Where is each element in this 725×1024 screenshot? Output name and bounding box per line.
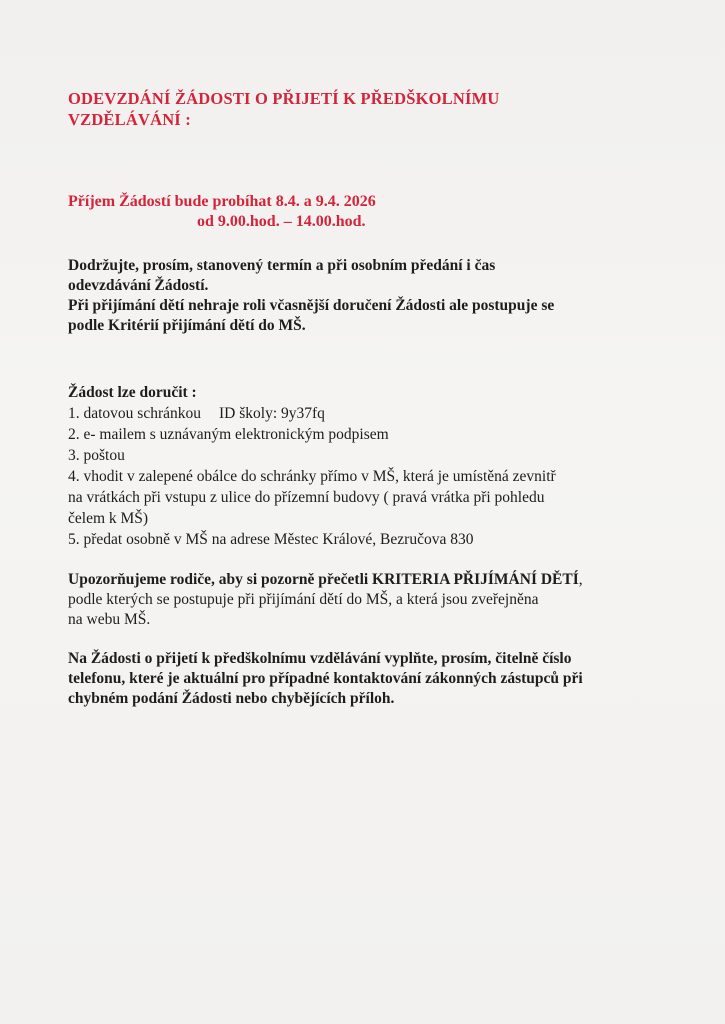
notice-line-4: podle Kritérií přijímání dětí do MŠ. (68, 317, 306, 334)
notice-line-2: odevzdávání Žádostí. (68, 277, 209, 294)
schedule-dates: Příjem Žádostí bude probíhat 8.4. a 9.4. 2026 (68, 193, 376, 210)
criteria-line-1-bold: Upozorňujeme rodiče, aby si pozorně přečetli KRITERIA PŘIJÍMÁNÍ DĚTÍ (68, 571, 579, 588)
delivery-section (68, 382, 668, 550)
document-title (68, 88, 588, 130)
school-id: ID školy: 9y37fq (219, 405, 325, 422)
delivery-item-3: 3. poštou (68, 447, 125, 464)
phone-line-1: Na Žádosti o přijetí k předškolnímu vzdělávání vyplňte, prosím, čitelně číslo (68, 650, 572, 667)
delivery-item-1 (68, 403, 668, 424)
delivery-item-2: 2. e- mailem s uznávaným elektronickým podpisem (68, 426, 389, 443)
notice-line-1: Dodržujte, prosím, stanovený termín a při osobním předání i čas (68, 257, 496, 274)
delivery-item-4-line-2: na vrátkách při vstupu z ulice do přízemní budovy ( pravá vrátka při pohledu (68, 489, 545, 506)
phone-line-3: chybném podání Žádosti nebo chybějících příloh. (68, 690, 395, 707)
notice-paragraph (68, 256, 678, 336)
delivery-item-4-line-1: 4. vhodit v zalepené obálce do schránky přímo v MŠ, která je umístěná zevnitř (68, 468, 556, 485)
phone-line-2: telefonu, které je aktuální pro případné kontaktování zákonných zástupců při (68, 670, 583, 687)
delivery-item-4-line-3: čelem k MŠ) (68, 510, 149, 527)
title-line-2: VZDĚLÁVÁNÍ : (68, 110, 191, 129)
delivery-item-5: 5. předat osobně v MŠ na adrese Městec Králové, Bezručova 830 (68, 531, 474, 548)
criteria-paragraph (68, 570, 678, 630)
notice-line-3: Při přijímání dětí nehraje roli včasnější doručení Žádosti ale postupuje se (68, 297, 555, 314)
criteria-line-1-end: , (578, 571, 583, 588)
phone-paragraph (68, 649, 678, 709)
criteria-line-1 (68, 570, 678, 590)
delivery-item-1-text: 1. datovou schránkou (68, 405, 202, 422)
title-line-1: ODEVZDÁNÍ ŽÁDOSTI O PŘIJETÍ K PŘEDŠKOLNÍMU (68, 89, 500, 108)
criteria-line-3: na webu MŠ. (68, 611, 151, 628)
delivery-heading: Žádost lze doručit : (68, 384, 197, 401)
schedule-hours: od 9.00.hod. – 14.00.hod. (197, 213, 366, 230)
criteria-line-2: podle kterých se postupuje při přijímání dětí do MŠ, a která jsou zveřejněna (68, 591, 539, 608)
